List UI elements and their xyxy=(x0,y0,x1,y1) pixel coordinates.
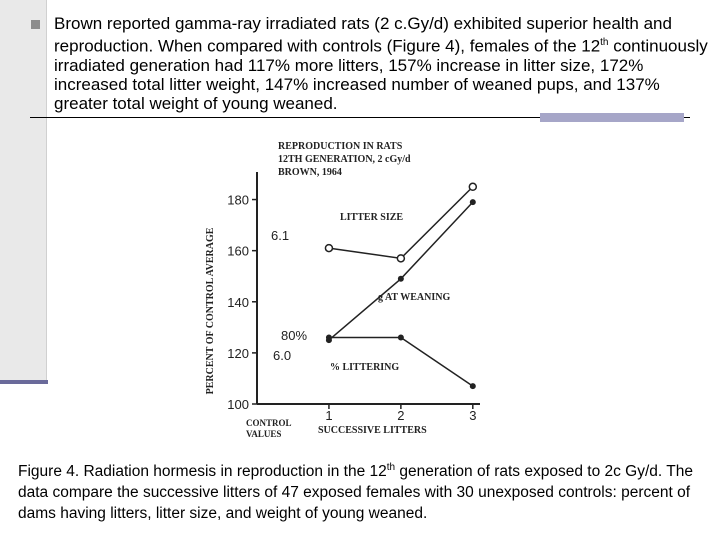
y-tick-label: 140 xyxy=(227,294,249,310)
y-axis-label: PERCENT OF CONTROL AVERAGE xyxy=(205,227,216,395)
accent-bar xyxy=(540,113,684,122)
bullet-square-icon xyxy=(31,20,40,29)
series-label-littering: % LITTERING xyxy=(330,362,400,373)
x-tick-label: 3 xyxy=(469,408,477,423)
figure-caption: Figure 4. Radiation hormesis in reproduction in the 12th generation of rats exposed to 2c Gy/d. The data compare the successive litters of 47 exposed females with 30 unexposed controls: percent of dams having litters, litter size, and weight of young weaned. xyxy=(18,462,693,523)
left-decor-bar xyxy=(0,0,47,384)
annotation-size-start: 6.0 xyxy=(273,348,292,363)
chart-title-line: REPRODUCTION IN RATS xyxy=(278,141,403,152)
control-values-label: VALUES xyxy=(246,429,282,439)
data-point-filled xyxy=(398,276,404,282)
data-point-filled xyxy=(326,335,332,341)
series-label-litter-size: LITTER SIZE xyxy=(340,212,404,223)
y-tick-label: 120 xyxy=(227,345,249,361)
x-tick-label: 2 xyxy=(397,408,405,423)
chart-figure xyxy=(180,128,515,450)
control-values-label: CONTROL xyxy=(246,418,292,428)
series-label-weaning: g AT WEANING xyxy=(378,292,451,303)
annotation-littering-start: 80% xyxy=(281,328,308,343)
y-tick-label: 160 xyxy=(227,243,249,259)
x-tick-label: 1 xyxy=(325,408,333,423)
left-decor-accent xyxy=(0,380,48,384)
bullet-text: Brown reported gamma-ray irradiated rats (2 c.Gy/d) exhibited superior health and reproduction. When compared with controls (Figure 4), females of the 12th continuously irradiated generation had 117% more litters, 157% increase in litter size, 172% increased total litter weight, 147% increased number of weaned pups, and 137% greater total weight of young weaned. xyxy=(54,14,708,113)
chart-title-line: BROWN, 1964 xyxy=(278,167,342,178)
y-tick-label: 100 xyxy=(227,397,249,412)
data-point-open xyxy=(397,255,404,262)
data-point-filled xyxy=(398,335,404,341)
chart-title-line: 12TH GENERATION, 2 cGy/d xyxy=(278,154,411,165)
data-point-filled xyxy=(470,383,476,389)
data-point-open xyxy=(469,183,476,190)
x-axis-label: SUCCESSIVE LITTERS xyxy=(318,425,427,436)
data-point-filled xyxy=(470,199,476,205)
reproduction-chart xyxy=(180,128,515,450)
y-tick-label: 180 xyxy=(227,192,249,208)
annotation-litter-size-start: 6.1 xyxy=(271,228,290,243)
data-point-open xyxy=(325,245,332,252)
